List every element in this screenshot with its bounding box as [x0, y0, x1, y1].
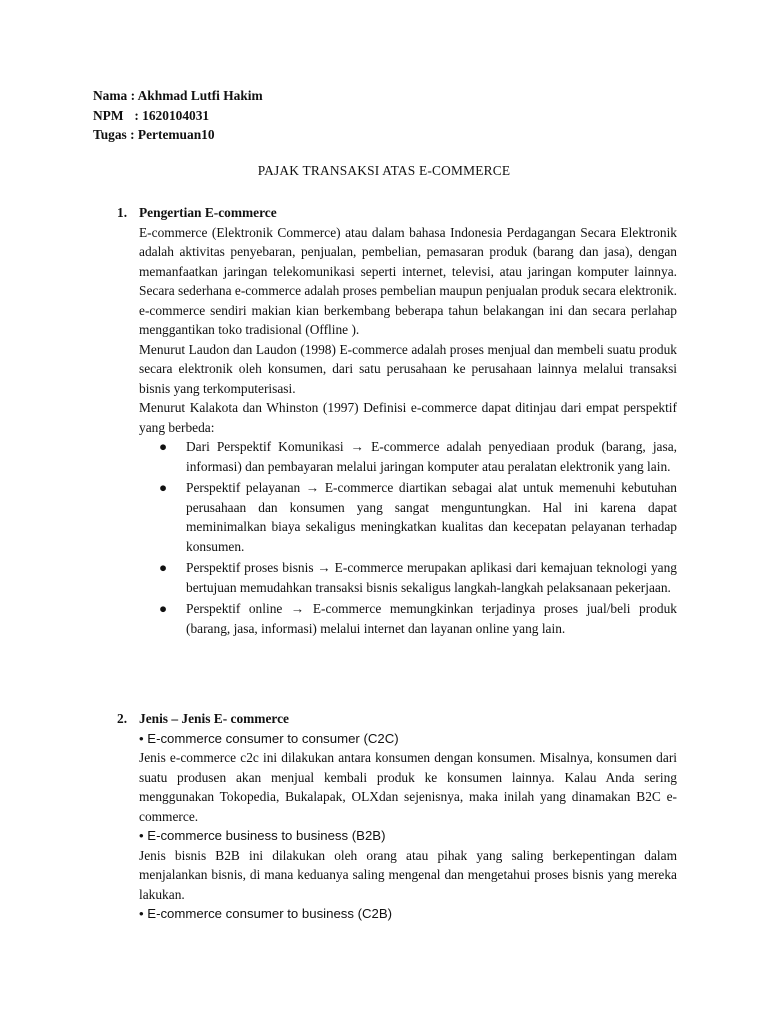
section-body: [139, 729, 677, 924]
paragraph: Jenis e-commerce c2c ini dilakukan antara konsumen dengan konsumen. Misalnya, konsumen dari suatu produsen akan menjual kembali produk ke konsumen lainnya. Kalau Anda sering menggunakan Tokopedia, Bukalapak, OLXdan sejenisnya, maka inilah yang dinamakan B2C e-commerce.: [139, 750, 677, 824]
identity-header: [93, 86, 263, 145]
section-heading: [117, 203, 677, 223]
nama-line: Nama : Akhmad Lutfi Hakim: [93, 88, 263, 103]
type-item: • E-commerce consumer to business (C2B): [139, 906, 393, 921]
npm-value: 1620104031: [142, 107, 210, 123]
paragraph: Menurut Laudon dan Laudon (1998) E-commerce adalah proses menjual dan membeli suatu produk secara elektronik oleh konsumen, dari satu perusahaan ke perusahaan lainnya melalui transaksi bisnis yang terkomputerisasi.: [139, 341, 677, 396]
nama-value: Akhmad Lutfi Hakim: [137, 88, 263, 103]
perspective-list: [139, 437, 677, 638]
section-body: [139, 223, 677, 639]
bullet-icon: ●: [159, 560, 168, 575]
list-item: ● Perspektif online → E-commerce memungkinkan terjadinya proses jual/beli produk (barang, jasa, informasi) melalui internet dan layanan online yang lain.: [159, 601, 677, 636]
section-heading: [117, 709, 677, 729]
section-heading-text: Pengertian E-commerce: [139, 205, 277, 220]
type-item: • E-commerce business to business (B2B): [139, 828, 386, 843]
paragraph: E-commerce (Elektronik Commerce) atau dalam bahasa Indonesia Perdagangan Secara Elektronik adalah aktivitas penyebaran, penjualan, pembelian, pemasaran produk (barang dan jasa), dengan memanfaatkan jaringan telekomunikasi seperti internet, televisi, atau jaringan komputer lainnya. Secara sederhana e-commerce adalah proses pembelian maupun penjualan produk secara elektronik. e-commerce sendiri makian kian berkembang beberapa tahun belakangan ini dan secara perlahap menggantikan toko tradisional (Offline ).: [139, 224, 677, 337]
bullet-icon: ●: [159, 439, 168, 454]
bullet-icon: ●: [159, 601, 168, 616]
list-item: ● Perspektif proses bisnis → E-commerce merupakan aplikasi dari kemajuan teknologi yang bertujuan memudahkan transaksi bisnis sekaligus langkah-langkah pelaksanaan pekerjaan.: [159, 560, 677, 595]
document-title: PAJAK TRANSAKSI ATAS E-COMMERCE: [257, 163, 511, 178]
type-item: • E-commerce consumer to consumer (C2C): [139, 730, 399, 746]
section-number: 2.: [117, 711, 128, 726]
list-item: ● Dari Perspektif Komunikasi → E-commerce adalah penyediaan produk (barang, jasa, informasi) dan pembayaran melalui jaringan komputer atau peralatan elektronik yang lain.: [159, 439, 677, 474]
tugas-value: Pertemuan10: [137, 127, 215, 142]
tugas-label: Tugas: [93, 127, 127, 142]
npm-label: NPM: [93, 107, 124, 123]
section-heading-text: Jenis – Jenis E- commerce: [139, 711, 289, 726]
section-pengertian: [117, 203, 677, 640]
bullet-icon: ●: [159, 480, 168, 495]
list-item: ● Perspektif pelayanan → E-commerce diartikan sebagai alat untuk memenuhi kebutuhan perusahaan dan konsumen yang sangat menguntungkan. Hal ini karena dapat meminimalkan biaya sekaligus meningkatkan kualitas dan kecepatan pelayanan terhadap konsumen.: [159, 480, 677, 554]
section-jenis: [117, 709, 677, 924]
paragraph: Jenis bisnis B2B ini dilakukan oleh orang atau pihak yang saling berkepentingan dalam menjalankan bisnis, di mana keduanya saling mengenal dan mengetahui proses bisnis yang mereka lakukan.: [139, 847, 677, 902]
npm-line: NPM : 1620104031: [93, 106, 263, 126]
nama-label: Nama: [93, 88, 128, 103]
paragraph: Menurut Kalakota dan Whinston (1997) Definisi e-commerce dapat ditinjau dari empat perspektif yang berbeda:: [139, 400, 677, 435]
tugas-line: Tugas : Pertemuan10: [93, 127, 215, 142]
section-number: 1.: [117, 205, 128, 220]
